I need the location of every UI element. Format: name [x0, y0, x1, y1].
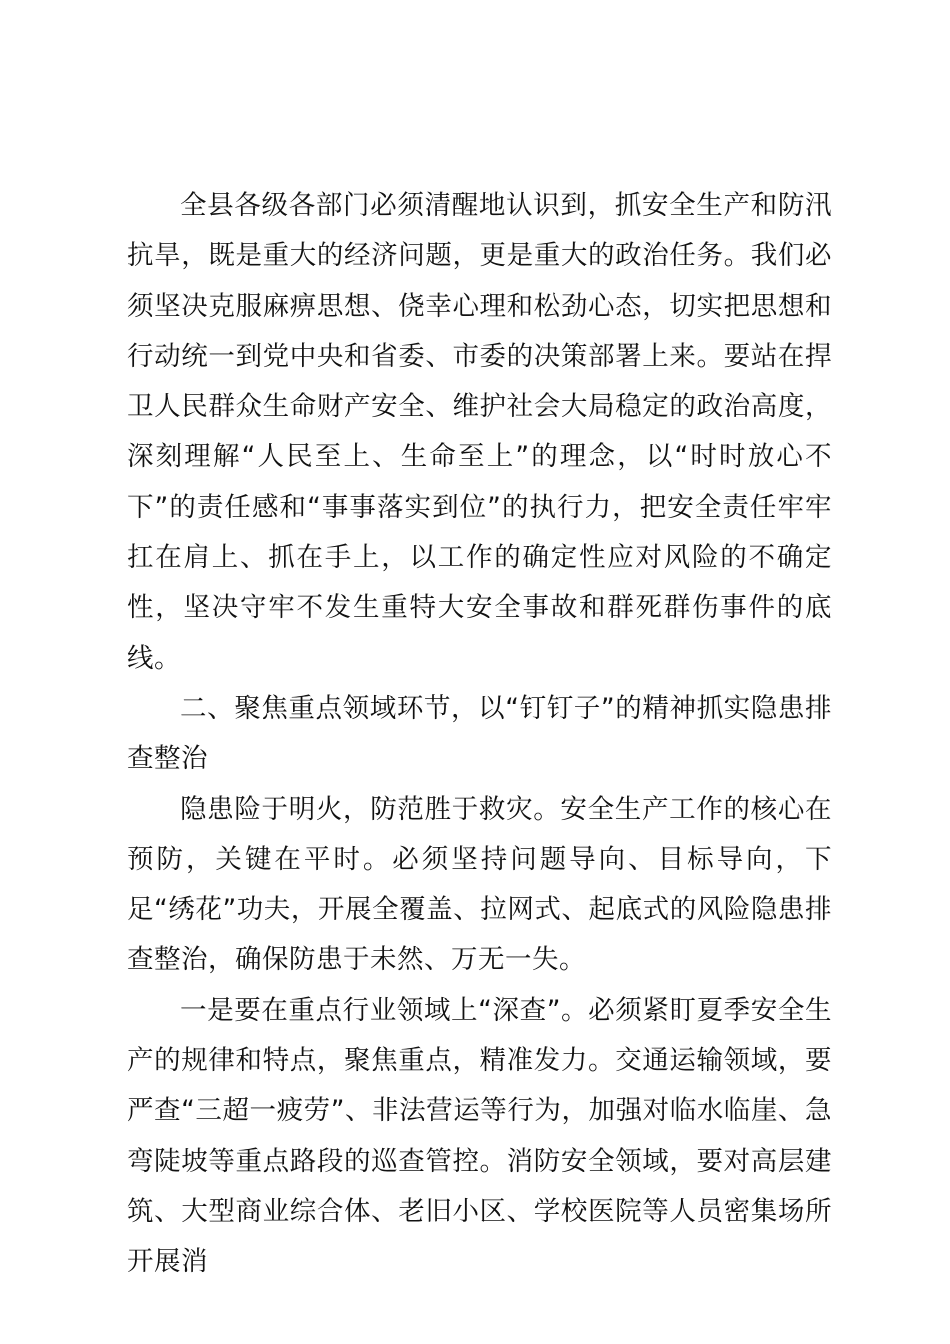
section-heading-2: 二、聚焦重点领域环节，以“钉钉子”的精神抓实隐患排查整治: [127, 692, 832, 775]
paragraph-responsibility: 全县各级各部门必须清醒地认识到，抓安全生产和防汛抗旱，既是重大的经济问题，更是重大的政治任务。我们必须坚决克服麻痹思想、侥幸心理和松劲心态，切实把思想和行动统一到党中央和省委、市委的决策部署上来。要站在捍卫人民群众生命财产安全、维护社会大局稳定的政治高度，深刻理解“人民至上、生命至上”的理念，以“时时放心不下”的责任感和“事事落实到位”的执行力，把安全责任牢牢扛在肩上、抓在手上，以工作的确定性应对风险的不确定性，坚决守牢不发生重特大安全事故和群死群伤事件的底线。: [127, 190, 832, 674]
document-body: [127, 181, 832, 1288]
paragraph-prevention: 隐患险于明火，防范胜于救灾。安全生产工作的核心在预防，关键在平时。必须坚持问题导向、目标导向，下足“绣花”功夫，开展全覆盖、拉网式、起底式的风险隐患排查整治，确保防患于未然、万无一失。: [127, 793, 832, 976]
paragraph-key-industries: 一是要在重点行业领域上“深查”。必须紧盯夏季安全生产的规律和特点，聚焦重点，精准发力。交通运输领域，要严查“三超一疲劳”、非法营运等行为，加强对临水临崖、急弯陡坡等重点路段的巡查管控。消防安全领域，要对高层建筑、大型商业综合体、老旧小区、学校医院等人员密集场所开展消: [127, 994, 832, 1278]
